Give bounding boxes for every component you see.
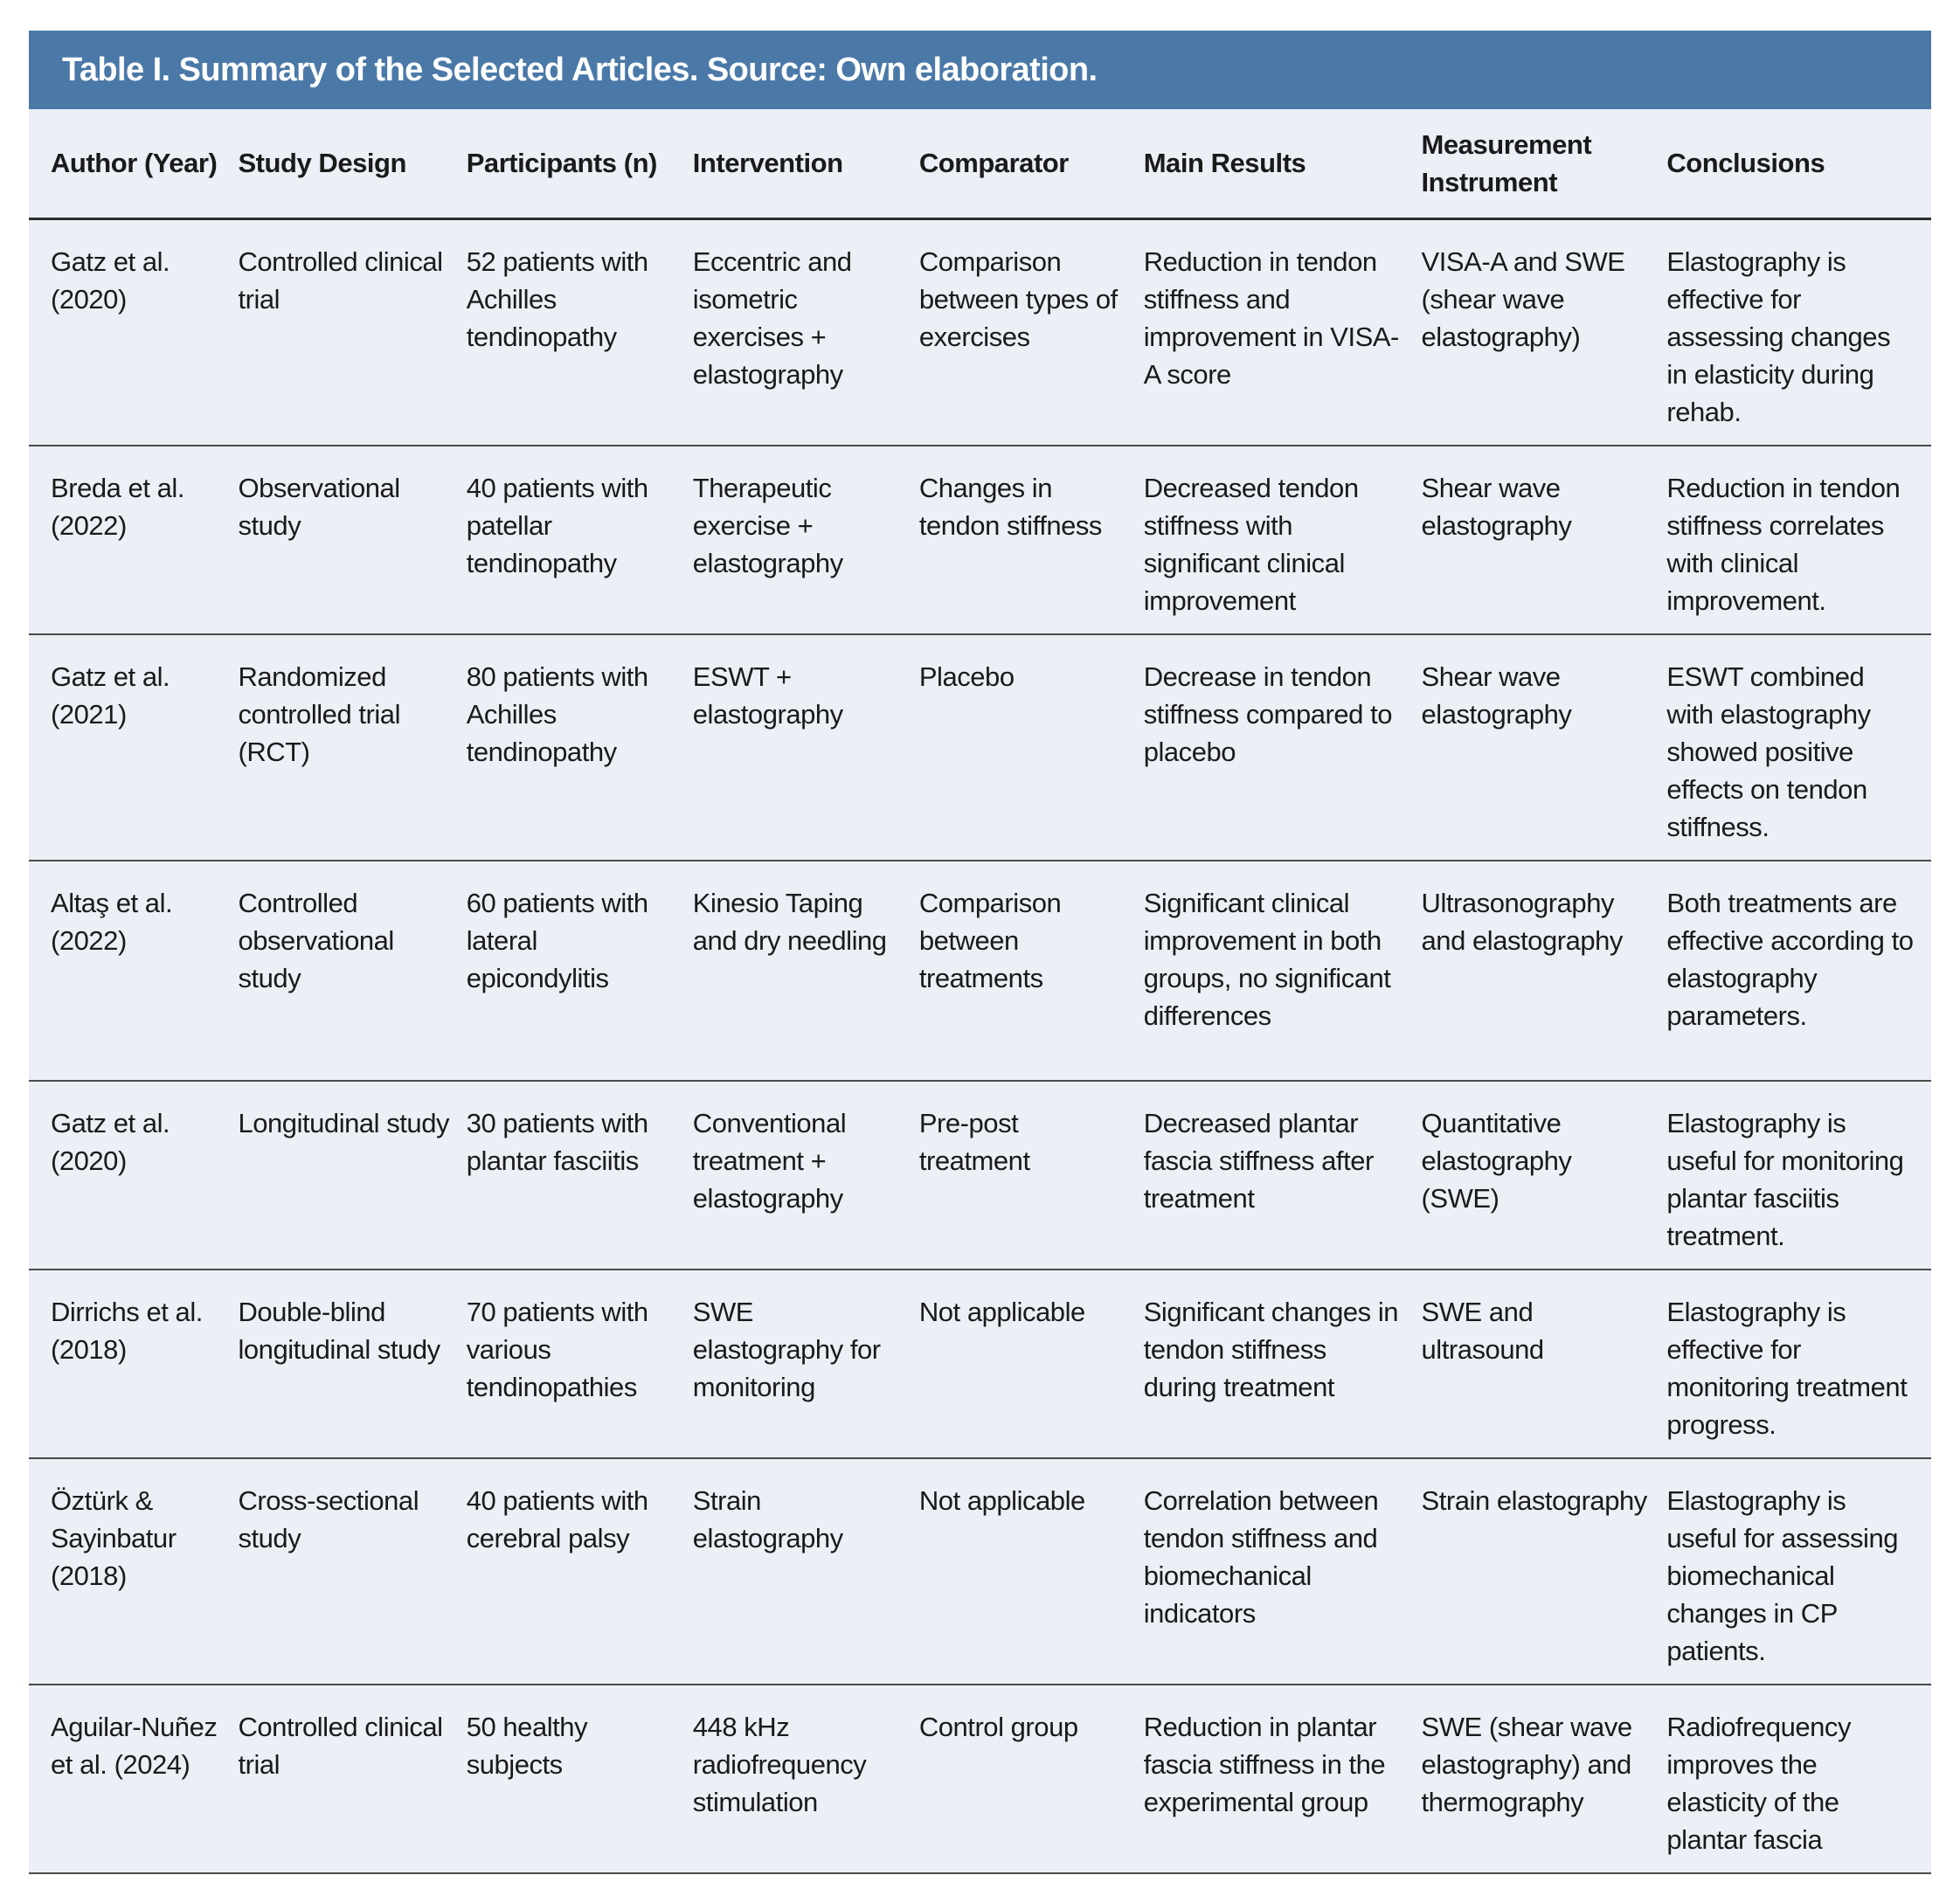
cell-conclusions: Elastography is effective for assessing changes in elasticity during rehab. bbox=[1666, 246, 1891, 427]
cell-comparator: Comparison between types of exercises bbox=[918, 246, 1118, 352]
table-row bbox=[29, 218, 1931, 446]
cell-author-year: Breda et al. (2022) bbox=[51, 472, 184, 541]
cell-conclusions: Both treatments are effective according to elastography parameters. bbox=[1666, 887, 1914, 1031]
cell-author-year: Gatz et al. (2021) bbox=[51, 661, 170, 730]
cell-intervention: Conventional treatment + elastography bbox=[692, 1107, 847, 1214]
column-header-comparator: Comparator bbox=[919, 109, 1144, 218]
cell-measurement-instrument: Shear wave elastography bbox=[1421, 661, 1572, 730]
cell-author-year: Gatz et al. (2020) bbox=[51, 1107, 170, 1176]
table-row bbox=[29, 1270, 1931, 1458]
summary-table bbox=[29, 31, 1931, 1874]
cell-main-results: Correlation between tendon stiffness and biomechanical indicators bbox=[1143, 1484, 1379, 1629]
cell-author-year: Gatz et al. (2020) bbox=[51, 246, 170, 315]
cell-author-year: Öztürk & Sayinbatur (2018) bbox=[51, 1484, 177, 1591]
cell-intervention: SWE elastography for monitoring bbox=[692, 1296, 881, 1402]
cell-intervention: Strain elastography bbox=[692, 1484, 843, 1553]
cell-participants: 40 patients with cerebral palsy bbox=[466, 1484, 648, 1553]
cell-author-year: Aguilar-Nuñez et al. (2024) bbox=[51, 1711, 218, 1780]
cell-comparator: Not applicable bbox=[918, 1296, 1085, 1327]
table-title: Table I. Summary of the Selected Articles. Source: Own elaboration. bbox=[62, 52, 1098, 88]
cell-participants: 52 patients with Achilles tendinopathy bbox=[466, 246, 648, 352]
cell-measurement-instrument: SWE and ultrasound bbox=[1421, 1296, 1544, 1365]
cell-study-design: Controlled observational study bbox=[238, 887, 394, 993]
cell-conclusions: Elastography is useful for assessing biomechanical changes in CP patients. bbox=[1666, 1484, 1899, 1666]
column-header-main-results: Main Results bbox=[1144, 109, 1422, 218]
column-header-measurement-instrument: Measurement Instrument bbox=[1422, 109, 1667, 218]
cell-participants: 80 patients with Achilles tendinopathy bbox=[466, 661, 648, 767]
cell-intervention: Therapeutic exercise + elastography bbox=[692, 472, 843, 578]
table-title-bar bbox=[29, 31, 1931, 109]
cell-participants: 40 patients with patellar tendinopathy bbox=[466, 472, 648, 578]
cell-author-year: Altaş et al. (2022) bbox=[51, 887, 173, 956]
table-row bbox=[29, 1685, 1931, 1873]
cell-comparator: Not applicable bbox=[918, 1484, 1085, 1516]
cell-conclusions: ESWT combined with elastography showed positive effects on tendon stiffness. bbox=[1666, 661, 1871, 842]
cell-study-design: Randomized controlled trial (RCT) bbox=[238, 661, 401, 767]
cell-study-design: Cross-sectional study bbox=[238, 1484, 419, 1553]
cell-study-design: Observational study bbox=[238, 472, 400, 541]
cell-measurement-instrument: Ultrasonography and elastography bbox=[1421, 887, 1623, 956]
column-header-intervention: Intervention bbox=[693, 109, 919, 218]
cell-conclusions: Reduction in tendon stiffness correlates with clinical improvement. bbox=[1666, 472, 1901, 616]
cell-study-design: Controlled clinical trial bbox=[238, 1711, 443, 1780]
cell-intervention: Kinesio Taping and dry needling bbox=[692, 887, 887, 956]
cell-main-results: Significant clinical improvement in both groups, no significant differences bbox=[1143, 887, 1391, 1031]
table-row bbox=[29, 1081, 1931, 1270]
cell-participants: 30 patients with plantar fasciitis bbox=[466, 1107, 648, 1176]
header-row bbox=[29, 109, 1931, 218]
cell-main-results: Decreased tendon stiffness with significant clinical improvement bbox=[1143, 472, 1359, 616]
cell-study-design: Double-blind longitudinal study bbox=[238, 1296, 440, 1365]
cell-intervention: Eccentric and isometric exercises + elastography bbox=[692, 246, 852, 390]
cell-measurement-instrument: VISA-A and SWE (shear wave elastography) bbox=[1421, 246, 1625, 352]
table-row bbox=[29, 634, 1931, 861]
cell-main-results: Reduction in plantar fascia stiffness in the experimental group bbox=[1143, 1711, 1386, 1817]
cell-conclusions: Radiofrequency improves the elasticity of the plantar fascia bbox=[1666, 1711, 1851, 1855]
cell-study-design: Controlled clinical trial bbox=[238, 246, 443, 315]
cell-comparator: Comparison between treatments bbox=[918, 887, 1062, 993]
cell-participants: 60 patients with lateral epicondylitis bbox=[466, 887, 648, 993]
cell-comparator: Pre-post treatment bbox=[918, 1107, 1030, 1176]
cell-main-results: Significant changes in tendon stiffness during treatment bbox=[1143, 1296, 1399, 1402]
cell-main-results: Decrease in tendon stiffness compared to placebo bbox=[1143, 661, 1393, 767]
cell-comparator: Placebo bbox=[918, 661, 1015, 692]
cell-measurement-instrument: Strain elastography bbox=[1421, 1484, 1647, 1516]
cell-intervention: 448 kHz radiofrequency stimulation bbox=[692, 1711, 867, 1817]
articles-table bbox=[29, 109, 1931, 1874]
cell-main-results: Decreased plantar fascia stiffness after treatment bbox=[1143, 1107, 1374, 1214]
cell-author-year: Dirrichs et al. (2018) bbox=[51, 1296, 203, 1365]
column-header-participants: Participants (n) bbox=[467, 109, 693, 218]
cell-comparator: Changes in tendon stiffness bbox=[918, 472, 1102, 541]
cell-participants: 50 healthy subjects bbox=[466, 1711, 588, 1780]
cell-main-results: Reduction in tendon stiffness and improvement in VISA-A score bbox=[1143, 246, 1399, 390]
column-header-conclusions: Conclusions bbox=[1666, 109, 1931, 218]
cell-intervention: ESWT + elastography bbox=[692, 661, 843, 730]
cell-measurement-instrument: Shear wave elastography bbox=[1421, 472, 1572, 541]
table-row bbox=[29, 446, 1931, 634]
cell-conclusions: Elastography is useful for monitoring plantar fasciitis treatment. bbox=[1666, 1107, 1904, 1251]
table-row bbox=[29, 861, 1931, 1081]
cell-measurement-instrument: Quantitative elastography (SWE) bbox=[1421, 1107, 1572, 1214]
column-header-author-year: Author (Year) bbox=[29, 109, 238, 218]
cell-comparator: Control group bbox=[918, 1711, 1078, 1742]
cell-participants: 70 patients with various tendinopathies bbox=[466, 1296, 648, 1402]
cell-conclusions: Elastography is effective for monitoring treatment progress. bbox=[1666, 1296, 1908, 1440]
table-row bbox=[29, 1458, 1931, 1685]
cell-study-design: Longitudinal study bbox=[238, 1107, 450, 1138]
cell-measurement-instrument: SWE (shear wave elastography) and thermography bbox=[1421, 1711, 1632, 1817]
column-header-study-design: Study Design bbox=[238, 109, 466, 218]
